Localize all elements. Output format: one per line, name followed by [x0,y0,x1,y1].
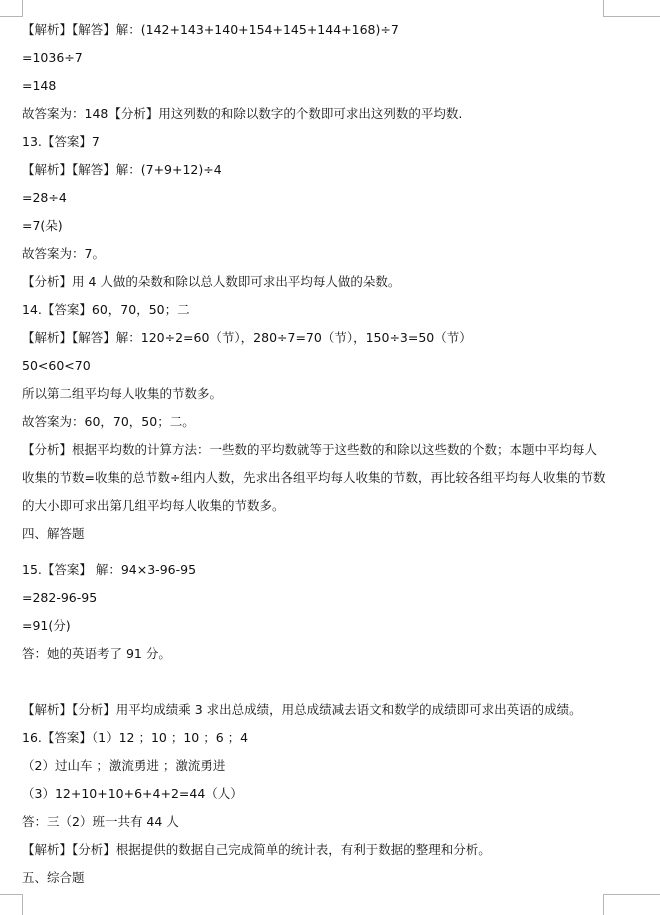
line-16: 【分析】根据平均数的计算方法：一些数的平均数就等于这些数的和除以这些数的个数；本题中平均每人 [22,442,598,457]
line-10: 【分析】用 4 人做的朵数和除以总人数即可求出平均每人做的朵数。 [22,274,401,289]
crop-mark-bottom-right [603,894,660,915]
crop-mark-top-right [603,0,660,17]
line-28: 答：三（2）班一共有 44 人 [22,814,179,829]
line-21: =282-96-95 [22,590,98,605]
line-15: 故答案为：60，70，50；二。 [22,414,195,429]
line-7: =28÷4 [22,190,67,205]
line-12: 【解析】【解答】解：120÷2=60（节），280÷7=70（节），150÷3=50（节） [22,330,472,345]
line-22: =91(分) [22,618,71,633]
line-14: 所以第二组平均每人收集的节数多。 [22,386,223,401]
line-13: 50<60<70 [22,358,91,373]
line-26: （2）过山车 ；激流勇进 ；激流勇进 [22,758,226,773]
line-9: 故答案为：7。 [22,246,105,261]
section-heading-5: 五、综合题 [22,870,85,885]
line-11: 14.【答案】60，70，50；二 [22,302,190,317]
line-3: =148 [22,78,57,93]
line-17: 收集的节数=收集的总节数÷组内人数，先求出各组平均每人收集的节数，再比较各组平均每人收集的节数 [22,470,606,485]
line-5: 13.【答案】7 [22,134,100,149]
line-6: 【解析】【解答】解：(7+9+12)÷4 [22,162,222,177]
line-20: 15.【答案】 解：94×3-96-95 [22,562,197,577]
line-4: 故答案为：148【分析】用这列数的和除以数字的个数即可求出这列数的平均数. [22,106,463,121]
line-29: 【解析】【分析】根据提供的数据自己完成简单的统计表，有利于数据的整理和分析。 [22,842,491,857]
section-heading-4: 四、解答题 [22,526,85,541]
line-2: =1036÷7 [22,50,83,65]
line-1: 【解析】【解答】解：(142+143+140+154+145+144+168)÷7 [22,22,399,37]
line-23: 答：她的英语考了 91 分。 [22,646,171,661]
line-8: =7(朵) [22,218,63,233]
line-18: 的大小即可求出第几组平均每人收集的节数多。 [22,498,285,513]
line-24: 【解析】【分析】用平均成绩乘 3 求出总成绩，用总成绩减去语文和数学的成绩即可求出英语的成绩。 [22,702,582,717]
line-25: 16.【答案】（1）12 ；10 ；10 ；6 ；4 [22,730,249,745]
crop-mark-top-left [0,0,23,17]
line-27: （3）12+10+10+6+4+2=44（人） [22,786,243,801]
crop-mark-bottom-left [0,894,23,915]
